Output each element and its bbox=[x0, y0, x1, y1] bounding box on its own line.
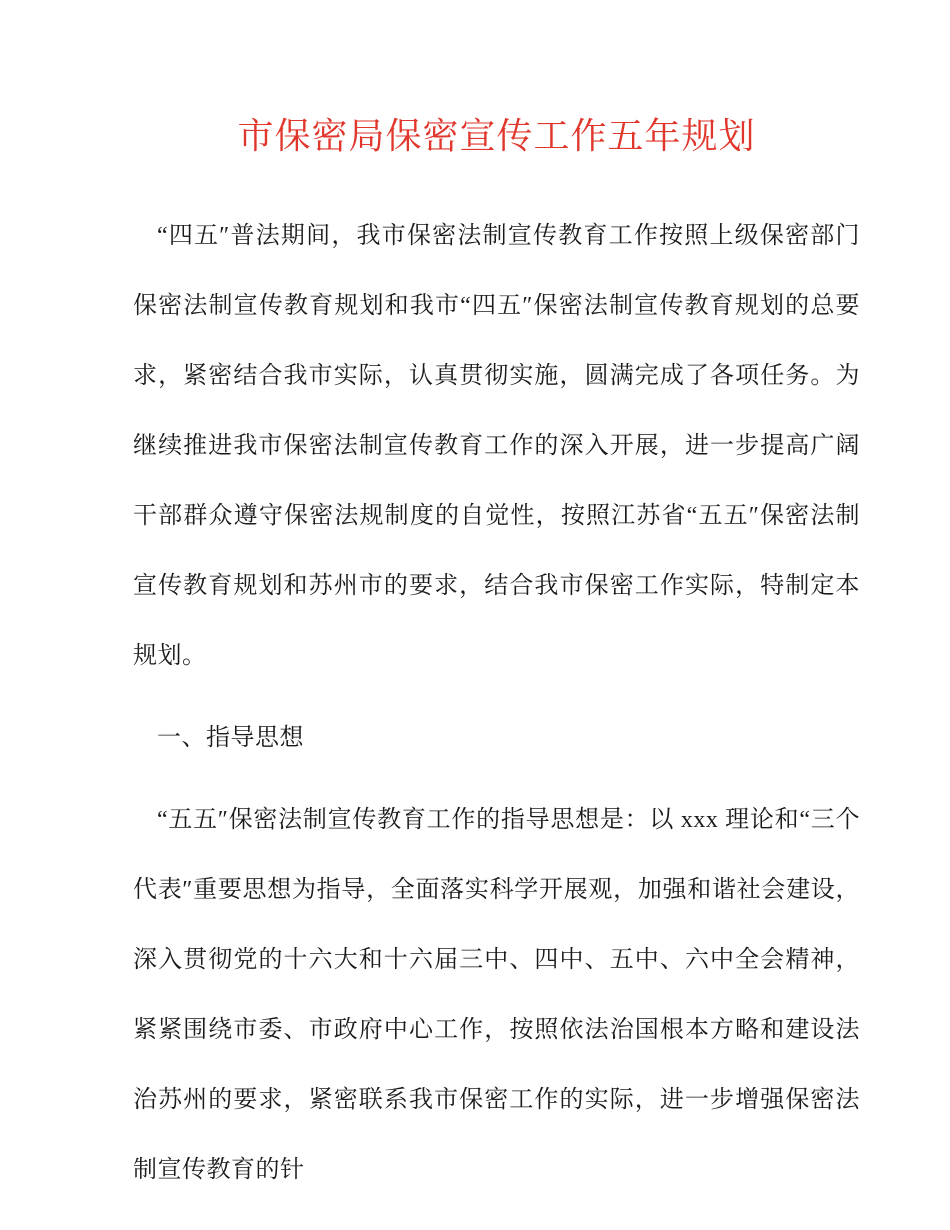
paragraph-guiding-ideology: “五五″保密法制宣传教育工作的指导思想是：以 xxx 理论和“三个代表″重要思想为指导，全面落实科学开展观，加强和谐社会建设，深入贯彻党的十六大和十六届三中、四中、五中、六中全会精神，紧紧围绕市委、市政府中心工作，按照依法治国根本方略和建设法治苏州的要求，紧密联系我市保密工作的实际，进一步增强保密法制宣传教育的针 bbox=[133, 807, 860, 1184]
paragraph-intro: “四五″普法期间，我市保密法制宣传教育工作按照上级保密部门保密法制宣传教育规划和我市“四五″保密法制宣传教育规划的总要求，紧密结合我市实际，认真贯彻实施，圆满完成了各项任务。为继续推进我市保密法制宣传教育工作的深入开展，进一步提高广阔干部群众遵守保密法规制度的自觉性，按照江苏省“五五″保密法制宣传教育规划和苏州市的要求，结合我市保密工作实际，特制定本规划。 bbox=[133, 223, 860, 670]
document-title: 市保密局保密宣传工作五年规划 bbox=[237, 116, 756, 156]
section-heading-guiding-ideology: 一、指导思想 bbox=[157, 725, 304, 752]
